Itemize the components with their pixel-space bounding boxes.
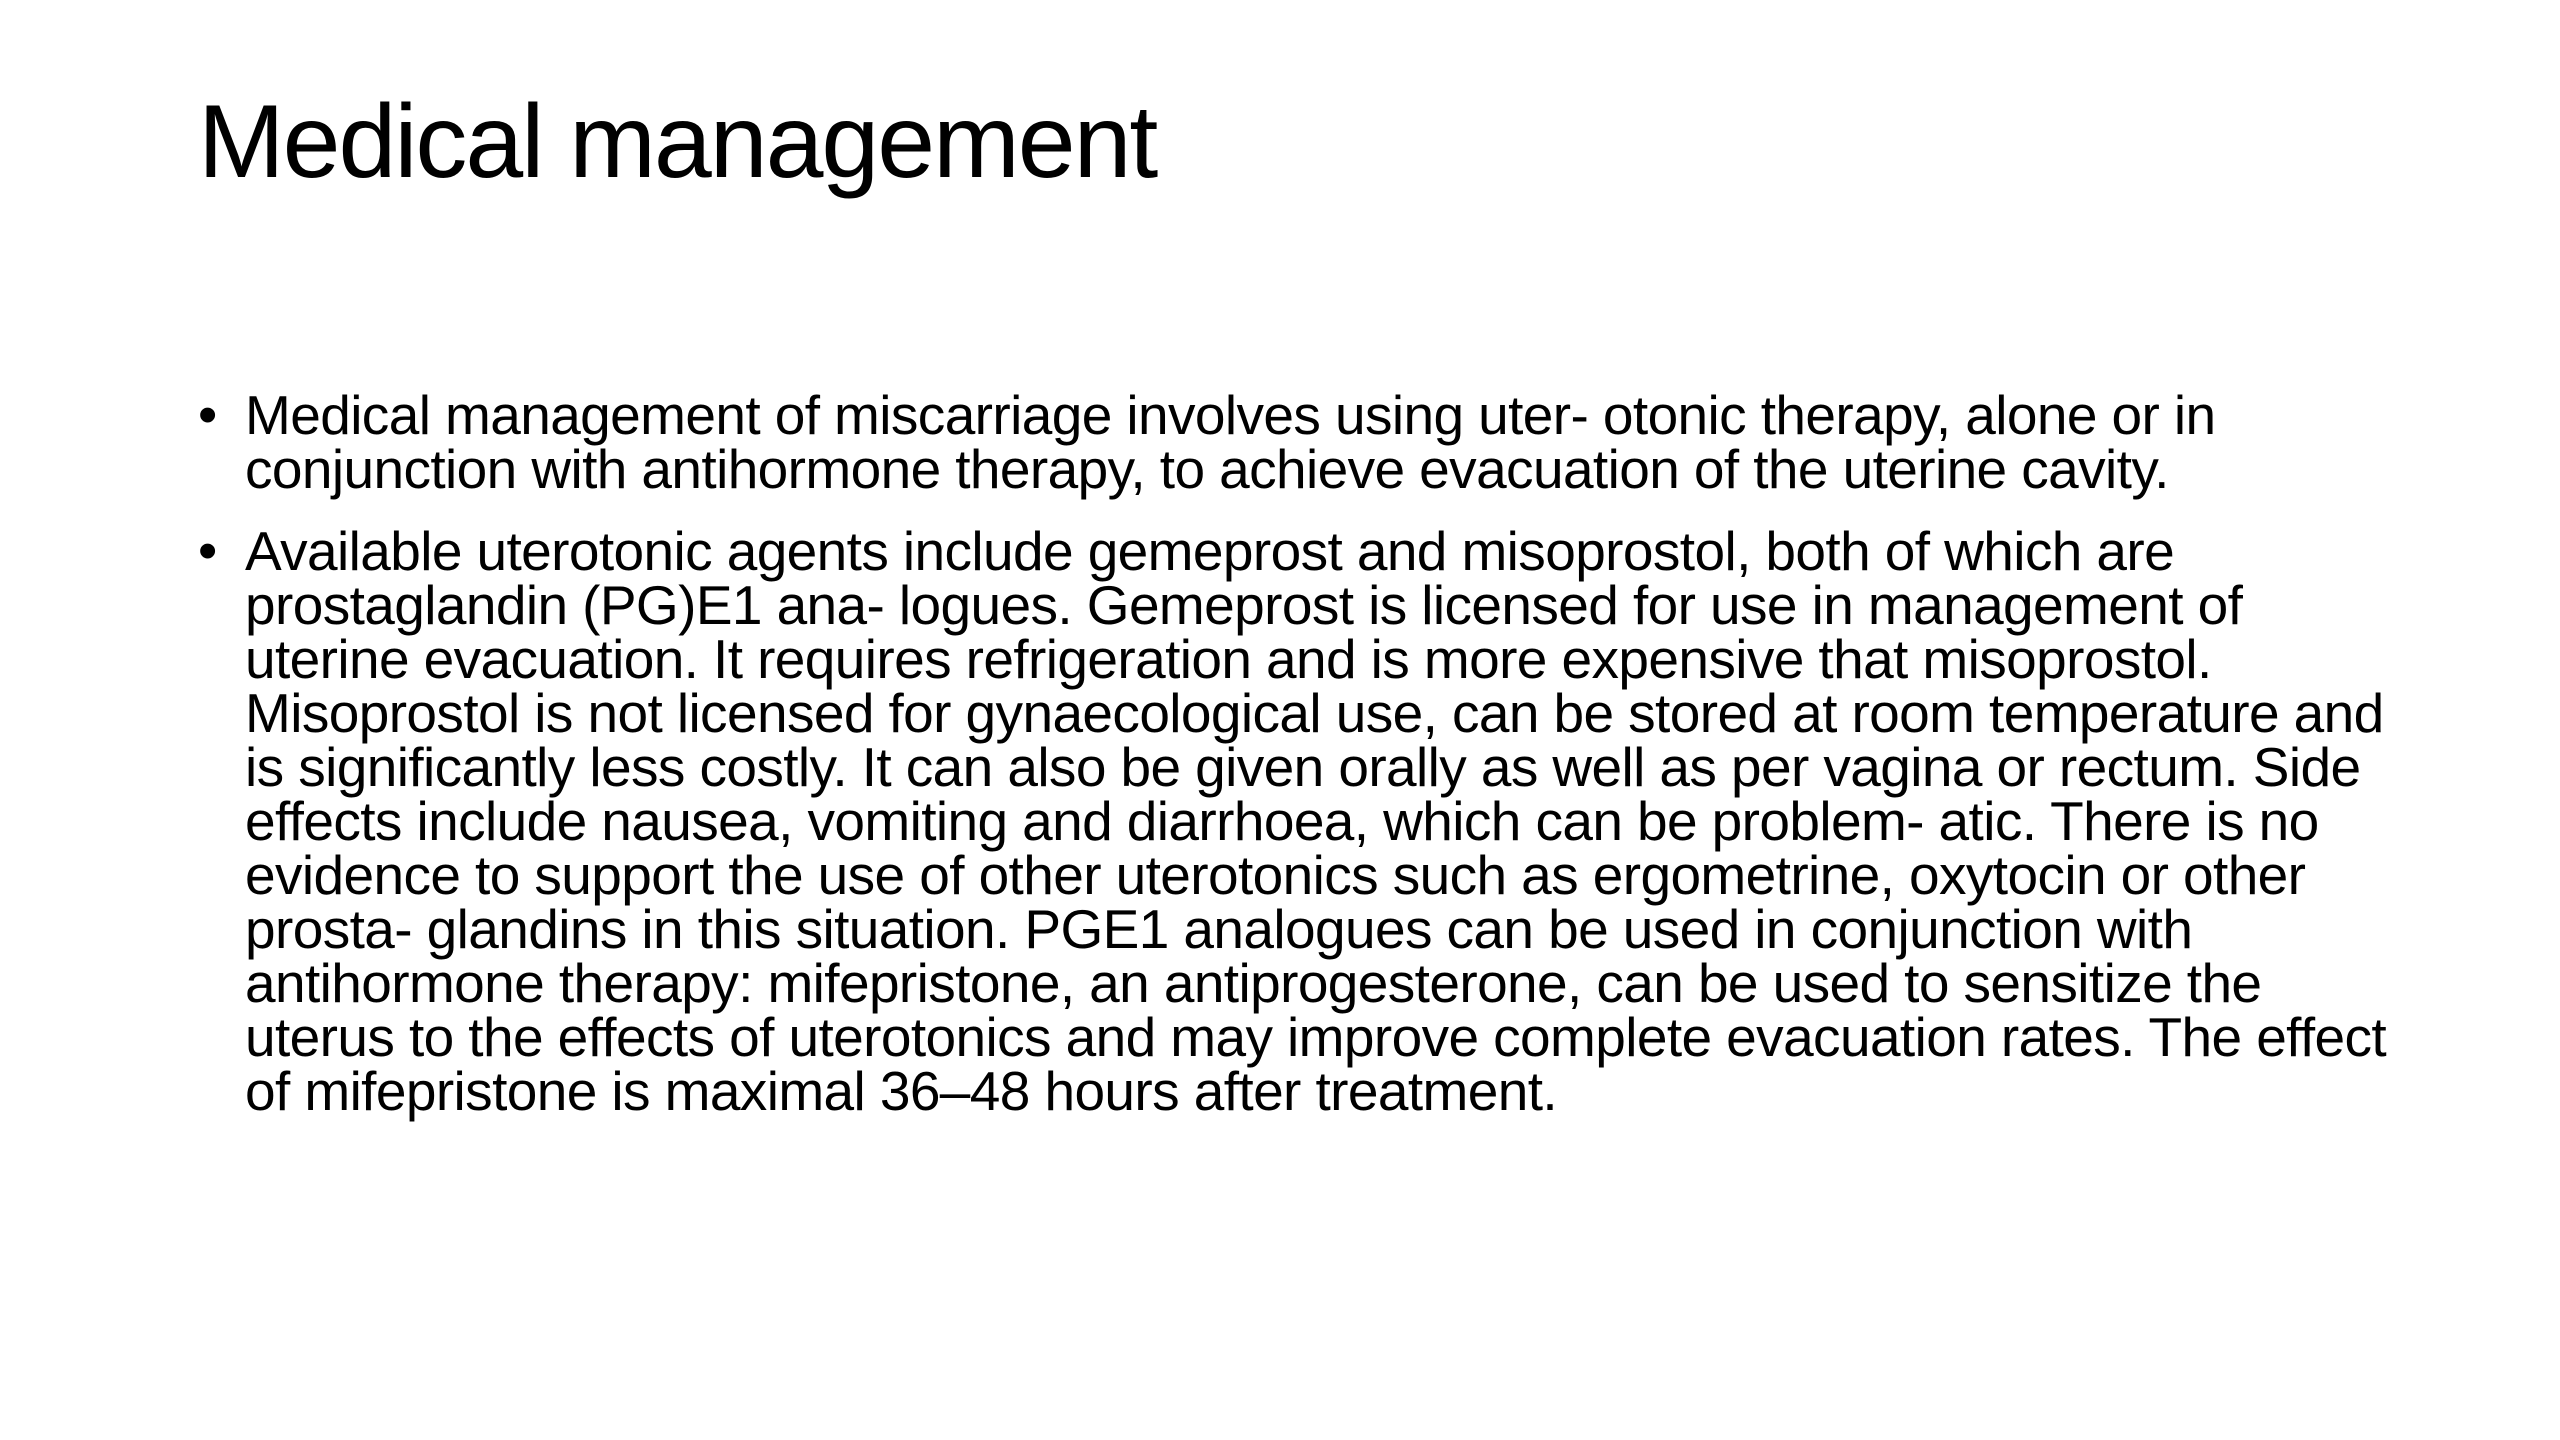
- bullet-item-uterotonic-agents: [198, 519, 2388, 1122]
- bullet-text-medical-management: Medical management of miscarriage involves using uter- otonic therapy, alone or in conjunction with antihormone therapy, to achieve evacuation of the uterine cavity.: [245, 384, 2216, 500]
- slide-title: Medical management: [198, 84, 1157, 200]
- bullet-item-medical-management: [198, 383, 2388, 500]
- bullet-icon: •: [198, 383, 218, 445]
- bullet-icon: •: [198, 519, 218, 581]
- bullet-list: [198, 383, 2388, 1146]
- bullet-text-uterotonic-agents: Available uterotonic agents include gemeprost and misoprostol, both of which are prostaglandin (PG)E1 ana- logues. Gemeprost is licensed for use in management of uterine evacuation. It requires refrigeration and is more expensive that misoprostol. Misoprostol is not licensed for gynaecological use, can be stored at room temperature and is significantly less costly. It can also be given orally as well as per vagina or rectum. Side effects include nausea, vomiting and diarrhoea, which can be problem- atic. There is no evidence to support the use of other uterotonics such as ergometrine, oxytocin or other prosta- glandins in this situation. PGE1 analogues can be used in conjunction with antihormone therapy: mifepristone, an antiprogesterone, can be used to sensitize the uterus to the effects of uterotonics and may improve complete evacuation rates. The effect of mifepristone is maximal 36–48 hours after treatment.: [245, 520, 2387, 1122]
